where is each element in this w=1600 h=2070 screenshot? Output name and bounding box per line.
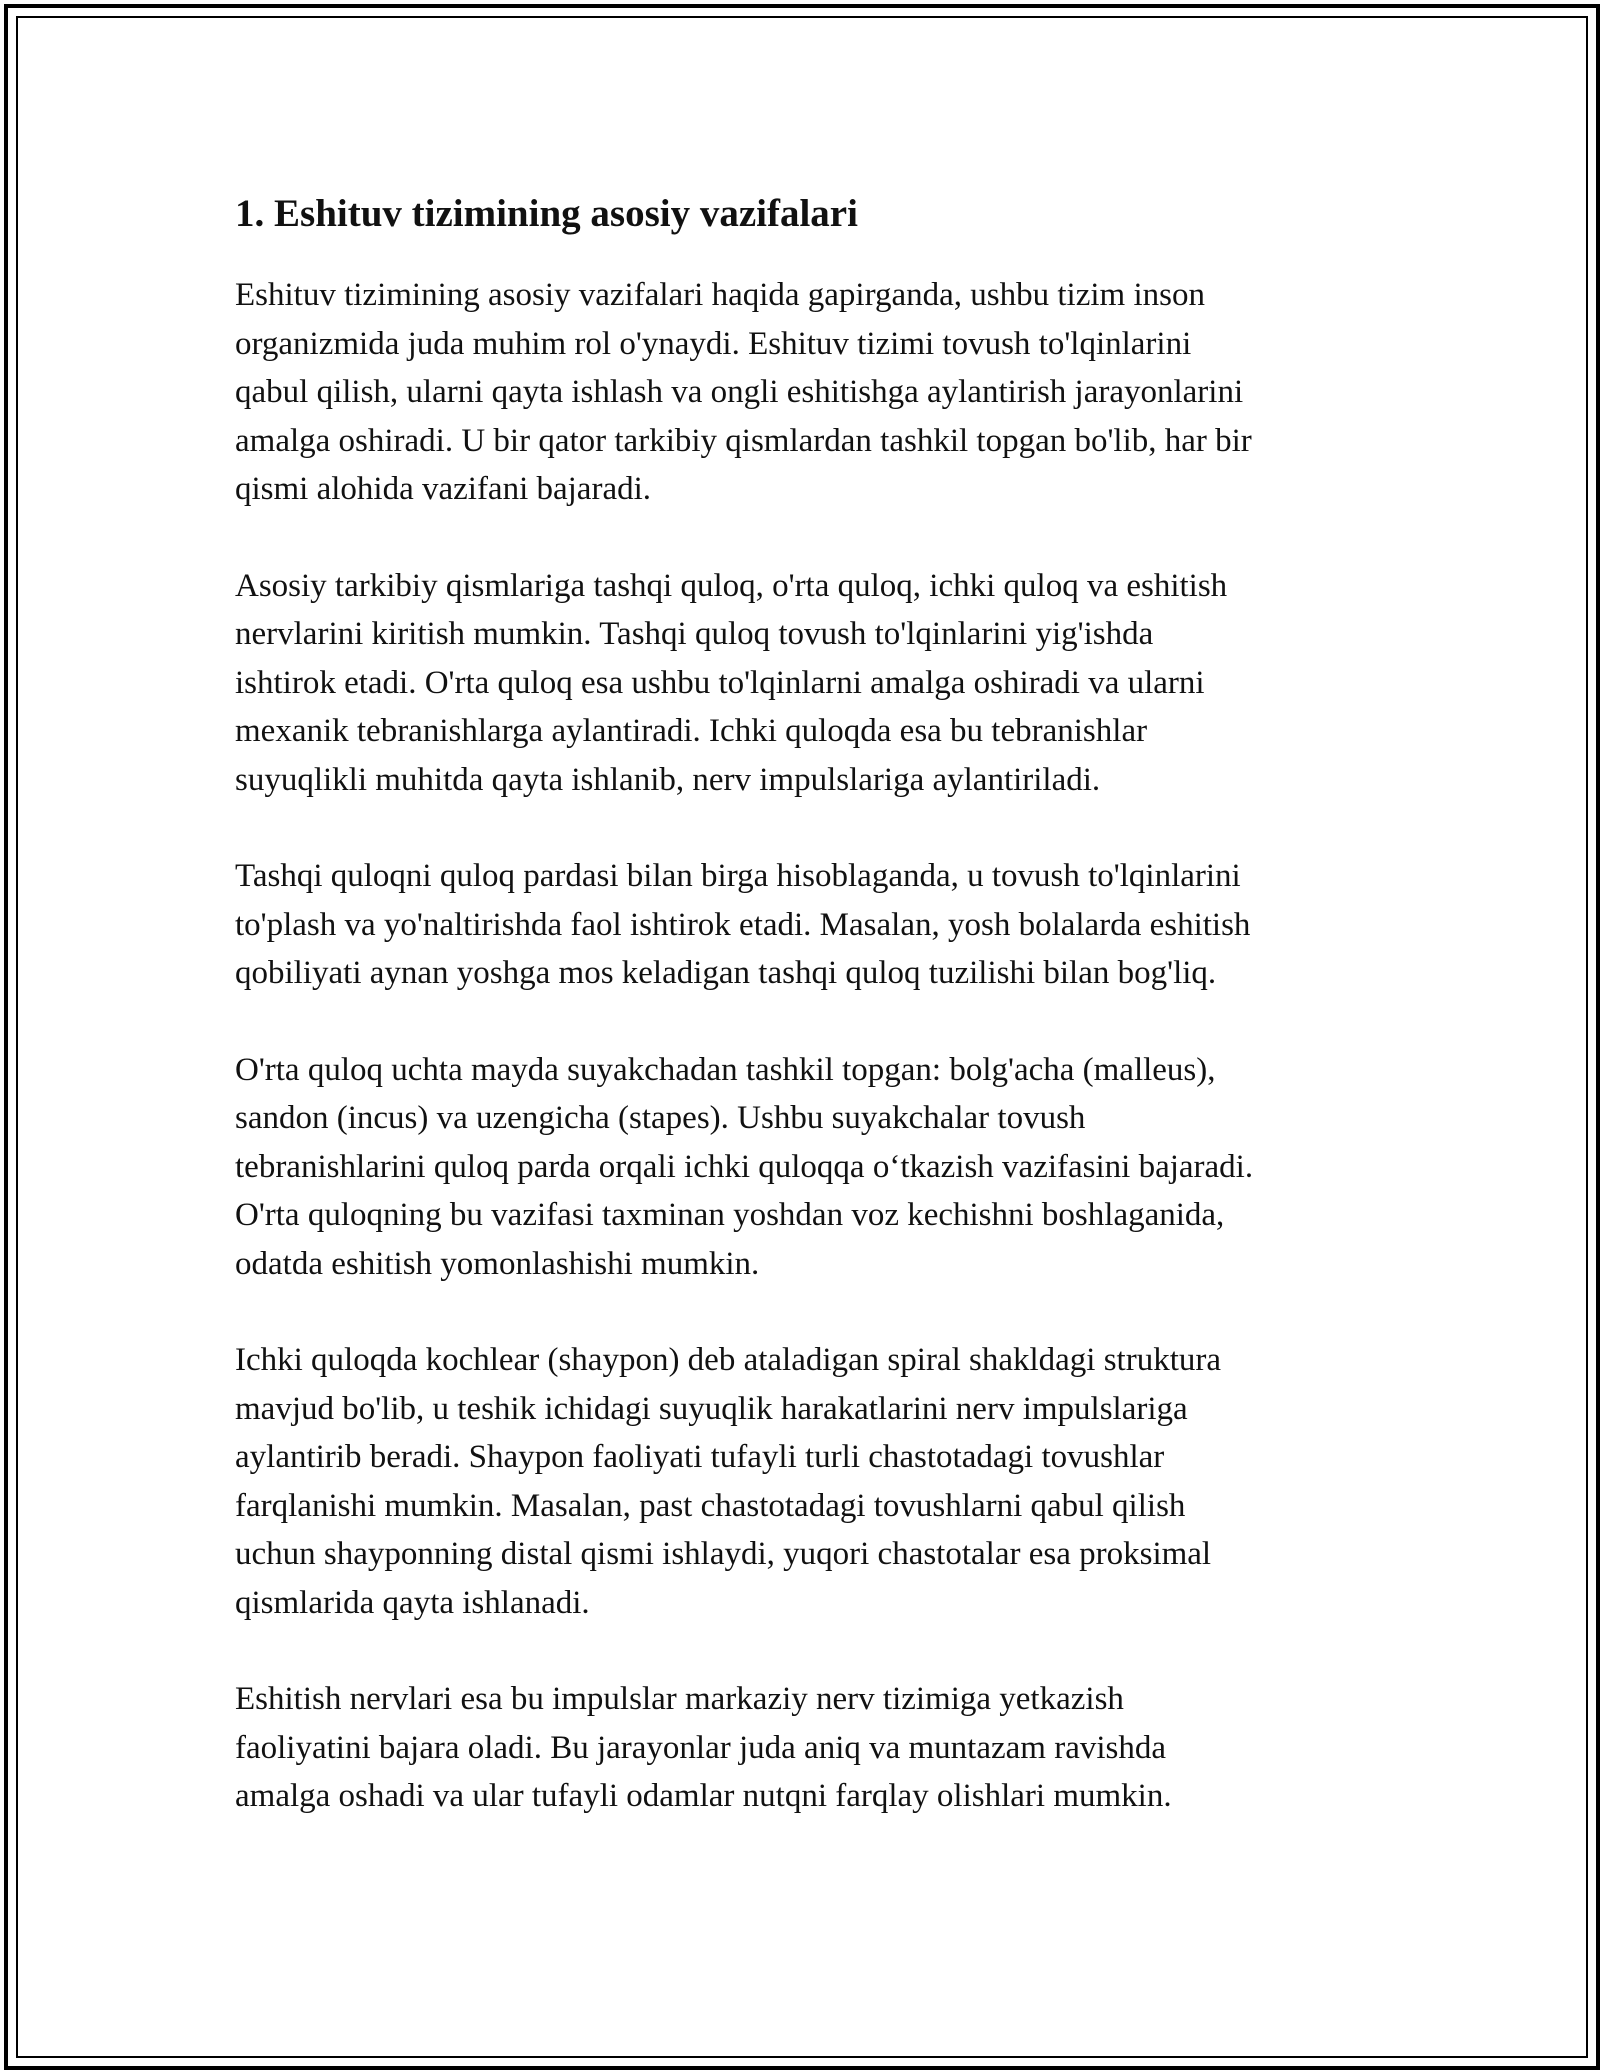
paragraph-2: Asosiy tarkibiy qismlariga tashqi quloq, o'rta quloq, ichki quloq va eshitish nervlarini kiritish mumkin. Tashqi quloq tovush to'lqinlarini yig'ishda ishtirok etadi. O'rta quloq esa ushbu to'lqinlarni amalga oshiradi va ularni mexanik tebranishlarga aylantiradi. Ichki quloqda esa bu tebranishlar suyuqlikli muhitda qayta ishlanib, nerv impulslariga aylantiriladi. xyxy=(235,567,1228,798)
paragraph-5: Ichki quloqda kochlear (shaypon) deb ataladigan spiral shakldagi struktura mavjud bo'lib, u teshik ichidagi suyuqlik harakatlarini nerv impulslariga aylantirib beradi. Shaypon faoliyati tufayli turli chastotadagi tovushlar farqlanishi mumkin. Masalan, past chastotadagi tovushlarni qabul qilish uchun shayponning distal qismi ishlaydi, yuqori chastotalar esa proksimal qismlarida qayta ishlanadi. xyxy=(235,1342,1222,1621)
paragraph-1: Eshituv tizimining asosiy vazifalari haqida gapirganda, ushbu tizim inson organizmida juda muhim rol o'ynaydi. Eshituv tizimi tovush to'lqinlarini qabul qilish, ularni qayta ishlash va ongli eshitishga aylantirish jarayonlarini amalga oshiradi. U bir qator tarkibiy qismlardan tashkil topgan bo'lib, har bir qismi alohida vazifani bajaradi. xyxy=(235,277,1252,507)
document-body xyxy=(235,185,1375,1869)
paragraph-3: Tashqi quloqni quloq pardasi bilan birga hisoblaganda, u tovush to'lqinlarini to'plash va yo'naltirishda faol ishtirok etadi. Masalan, yosh bolalarda eshitish qobiliyati aynan yoshga mos keladigan tashqi quloq tuzilishi bilan bog'liq. xyxy=(235,858,1251,991)
paragraph-4: O'rta quloq uchta mayda suyakchadan tashkil topgan: bolg'acha (malleus), sandon (incus) va uzengicha (stapes). Ushbu suyakchalar tovush tebranishlarini quloq parda orqali ichki quloqqa o‘tkazish vazifasini bajaradi. O'rta quloqning bu vazifasi taxminan yoshdan voz kechishni boshlaganida, odatda eshitish yomonlashishi mumkin. xyxy=(235,1051,1254,1282)
paragraph-6: Eshitish nervlari esa bu impulslar markaziy nerv tizimiga yetkazish faoliyatini bajara oladi. Bu jarayonlar juda aniq va muntazam ravishda amalga oshadi va ular tufayli odamlar nutqni farqlay olishlari mumkin. xyxy=(235,1681,1172,1814)
section-heading: 1. Eshituv tizimining asosiy vazifalari xyxy=(235,192,858,235)
